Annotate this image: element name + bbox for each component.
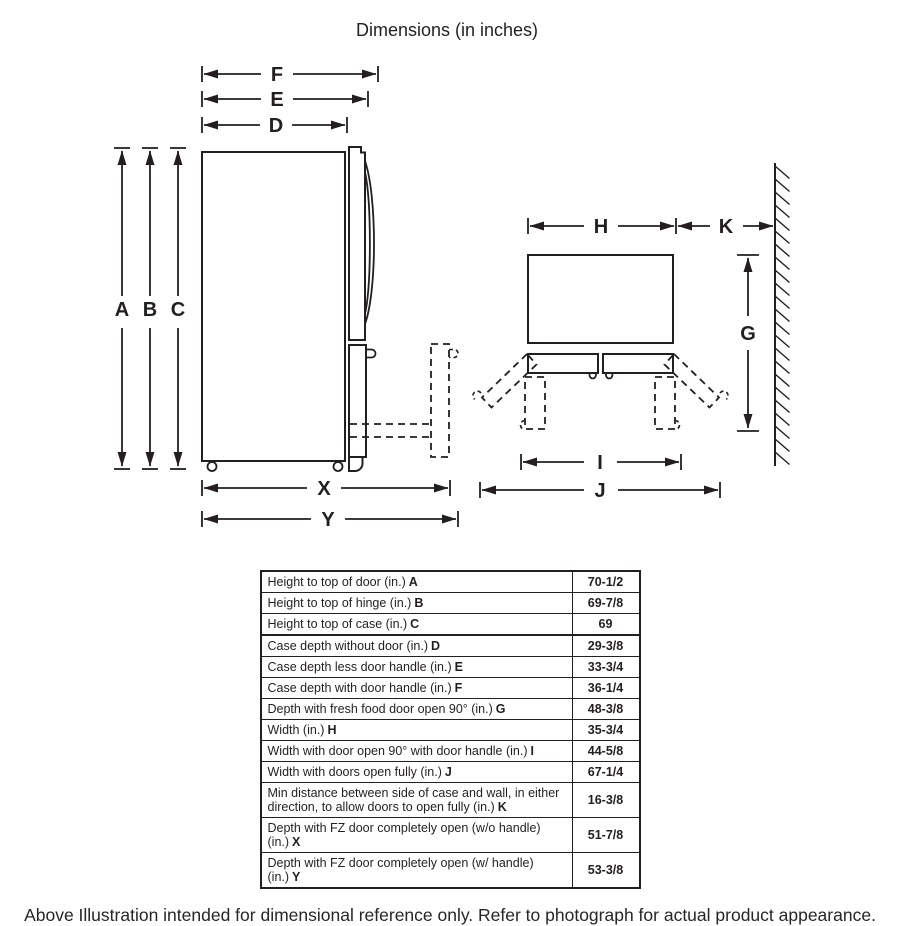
dim-arrow-h (528, 216, 676, 238)
dimension-label-cell: Width with doors open fully (in.) J (261, 762, 573, 783)
dim-arrow-x (202, 478, 450, 500)
dim-label-h: H (593, 216, 609, 238)
dim-arrow-k (678, 216, 773, 238)
dimension-label-cell: Width with door open 90° with door handle (in.) I (261, 741, 573, 762)
table-row (261, 614, 640, 636)
dim-arrow-i (521, 452, 681, 474)
dim-label-b: B (142, 299, 158, 321)
table-row (261, 818, 640, 853)
fridge-case (202, 152, 345, 461)
dimension-label-cell: Height to top of door (in.) A (261, 571, 573, 593)
table-row (261, 571, 640, 593)
dim-arrow-g (737, 255, 759, 431)
dim-label-g: G (740, 323, 756, 345)
dimension-value-cell: 51-7/8 (572, 818, 640, 853)
dimension-value-cell: 67-1/4 (572, 762, 640, 783)
dimension-label-cell: Width (in.) H (261, 720, 573, 741)
dimension-value-cell: 36-1/4 (572, 678, 640, 699)
dim-arrow-b (142, 148, 158, 469)
table-row (261, 762, 640, 783)
dim-label-c: C (170, 299, 186, 321)
fresh-food-door (349, 147, 365, 340)
dimension-value-cell: 70-1/2 (572, 571, 640, 593)
table-row (261, 699, 640, 720)
disclaimer-text: Above Illustration intended for dimensional reference only. Refer to photograph for actual product appearance. (24, 905, 876, 925)
case-top-outline (528, 255, 673, 343)
dimension-label-cell: Case depth less door handle (in.) E (261, 657, 573, 678)
dimension-value-cell: 33-3/4 (572, 657, 640, 678)
dim-arrow-c (170, 148, 186, 469)
dim-arrow-a (114, 148, 130, 469)
dimension-value-cell: 69-7/8 (572, 593, 640, 614)
wall-hatching (775, 166, 790, 465)
dimension-value-cell: 44-5/8 (572, 741, 640, 762)
table-row (261, 853, 640, 889)
freezer-handle (366, 350, 376, 358)
dimension-label-cell: Height to top of hinge (in.) B (261, 593, 573, 614)
dim-label-k: K (718, 216, 734, 238)
dimension-label-cell: Min distance between side of case and wall, in either direction, to allow doors to open fully (in.) K (261, 783, 573, 818)
dim-label-j: J (594, 480, 606, 502)
diagram-title: Dimensions (in inches) (355, 20, 539, 40)
dim-label-e: E (270, 89, 284, 111)
dim-label-y: Y (321, 509, 335, 531)
dimension-label-cell: Height to top of case (in.) C (261, 614, 573, 636)
freezer-drawer-front (349, 345, 366, 457)
dimension-value-cell: 29-3/8 (572, 635, 640, 657)
fridge-top-view (473, 163, 790, 502)
dim-label-a: A (114, 299, 130, 321)
table-row (261, 741, 640, 762)
dim-arrow-d (202, 115, 347, 137)
dim-arrow-f (202, 64, 378, 86)
table-row (261, 593, 640, 614)
dimension-value-cell: 35-3/4 (572, 720, 640, 741)
rear-wheel (208, 462, 217, 471)
wall (775, 163, 790, 466)
doors-open-fully-dashed (473, 354, 728, 408)
dimension-value-cell: 69 (572, 614, 640, 636)
dimension-value-cell: 16-3/8 (572, 783, 640, 818)
dimension-label-cell: Case depth without door (in.) D (261, 635, 573, 657)
fridge-side-view (114, 64, 458, 531)
dim-arrow-e (202, 89, 368, 111)
table-row (261, 783, 640, 818)
table-row (261, 635, 640, 657)
dim-label-f: F (270, 64, 284, 86)
dim-label-x: X (317, 478, 331, 500)
dimension-label-cell: Case depth with door handle (in.) F (261, 678, 573, 699)
dim-label-d: D (268, 115, 284, 137)
dimension-label-cell: Depth with FZ door completely open (w/o handle) (in.) X (261, 818, 573, 853)
dimensions-table (260, 570, 641, 889)
dimension-value-cell: 53-3/8 (572, 853, 640, 889)
right-door-closed (603, 354, 673, 373)
table-row (261, 720, 640, 741)
table-row (261, 678, 640, 699)
dim-label-i: I (597, 452, 603, 474)
doors-open-90-dashed (521, 377, 680, 430)
dimension-value-cell: 48-3/8 (572, 699, 640, 720)
left-door-closed (528, 354, 598, 373)
drawer-foot (349, 457, 363, 471)
front-wheel (334, 462, 343, 471)
dim-arrow-y (202, 509, 458, 531)
dimension-label-cell: Depth with fresh food door open 90° (in.) G (261, 699, 573, 720)
table-row (261, 657, 640, 678)
dim-arrow-j (480, 480, 720, 502)
dimension-label-cell: Depth with FZ door completely open (w/ handle) (in.) Y (261, 853, 573, 889)
